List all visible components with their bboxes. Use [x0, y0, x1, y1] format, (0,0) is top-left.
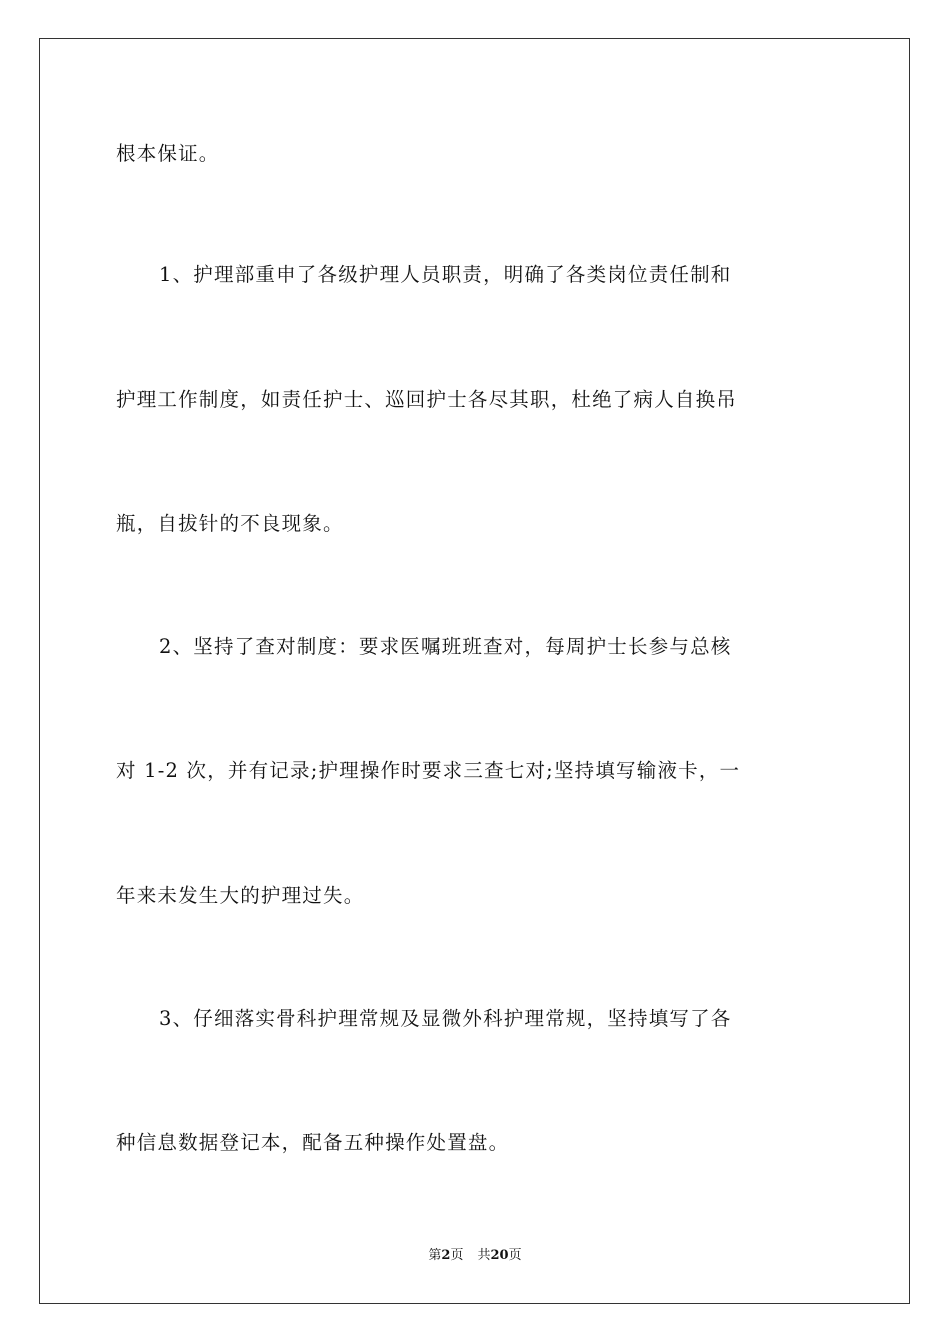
paragraph-line-9: 种信息数据登记本，配备五种操作处置盘。: [116, 1131, 510, 1154]
footer-total-pages: 20: [490, 1248, 509, 1263]
paragraph-line-6: 对 1-2 次，并有记录;护理操作时要求三查七对;坚持填写输液卡，一: [116, 759, 741, 782]
footer-page-suffix: 页: [450, 1248, 464, 1263]
paragraph-line-1: 根本保证。: [116, 142, 220, 165]
footer-total-prefix: 共: [477, 1248, 491, 1263]
paragraph-line-2: 1、护理部重申了各级护理人员职责，明确了各类岗位责任制和: [159, 263, 732, 286]
footer-page-number: 2: [441, 1248, 451, 1263]
paragraph-line-7: 年来未发生大的护理过失。: [116, 884, 365, 907]
paragraph-line-4: 瓶，自拔针的不良现象。: [116, 512, 344, 535]
footer-total-suffix: 页: [508, 1248, 522, 1263]
page-border: [39, 38, 910, 1304]
paragraph-line-3: 护理工作制度，如责任护士、巡回护士各尽其职，杜绝了病人自换吊: [116, 388, 738, 411]
paragraph-line-5: 2、坚持了查对制度：要求医嘱班班查对，每周护士长参与总核: [159, 635, 732, 658]
page-footer: [0, 1248, 950, 1264]
paragraph-line-8: 3、仔细落实骨科护理常规及显微外科护理常规，坚持填写了各: [159, 1007, 732, 1030]
footer-page-prefix: 第: [428, 1248, 442, 1263]
